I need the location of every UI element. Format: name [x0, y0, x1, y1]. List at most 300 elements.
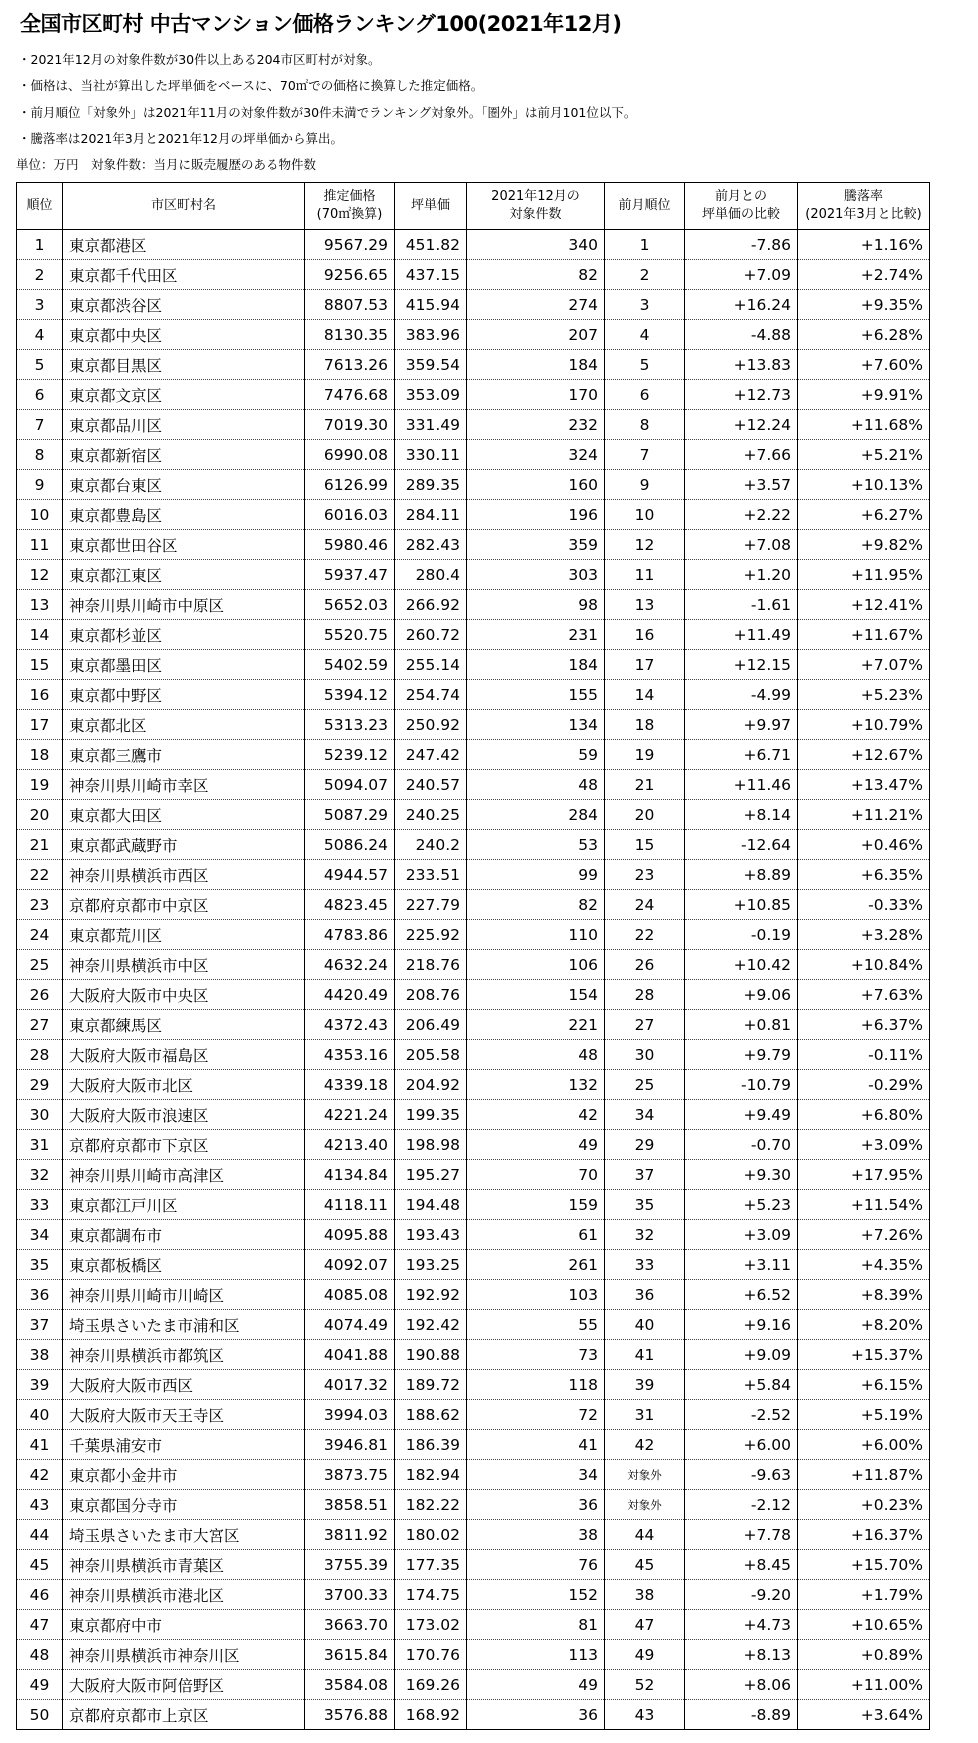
- diff-cell: +7.78: [685, 1520, 798, 1550]
- table-row: [17, 620, 930, 650]
- table-row: [17, 590, 930, 620]
- rank-cell: 46: [17, 1580, 63, 1610]
- price-cell: 4823.45: [305, 890, 395, 920]
- prev-rank-cell: 14: [605, 680, 685, 710]
- diff-cell: +2.22: [685, 500, 798, 530]
- change-cell: +15.37%: [798, 1340, 930, 1370]
- tsubo-cell: 359.54: [395, 350, 467, 380]
- change-cell: +7.07%: [798, 650, 930, 680]
- city-cell: 大阪府大阪市天王寺区: [63, 1400, 305, 1430]
- rank-cell: 5: [17, 350, 63, 380]
- tsubo-cell: 199.35: [395, 1100, 467, 1130]
- rank-cell: 12: [17, 560, 63, 590]
- change-cell: +3.09%: [798, 1130, 930, 1160]
- table-row: [17, 1160, 930, 1190]
- city-cell: 東京都文京区: [63, 380, 305, 410]
- prev-rank-cell: 28: [605, 980, 685, 1010]
- prev-rank-cell: 20: [605, 800, 685, 830]
- price-cell: 4041.88: [305, 1340, 395, 1370]
- rank-cell: 40: [17, 1400, 63, 1430]
- diff-cell: +9.06: [685, 980, 798, 1010]
- tsubo-cell: 383.96: [395, 320, 467, 350]
- tsubo-cell: 437.15: [395, 260, 467, 290]
- count-cell: 184: [467, 650, 605, 680]
- tsubo-cell: 195.27: [395, 1160, 467, 1190]
- count-cell: 170: [467, 380, 605, 410]
- prev-rank-cell: 24: [605, 890, 685, 920]
- city-cell: 東京都荒川区: [63, 920, 305, 950]
- count-cell: 110: [467, 920, 605, 950]
- count-cell: 36: [467, 1490, 605, 1520]
- tsubo-cell: 180.02: [395, 1520, 467, 1550]
- diff-cell: -7.86: [685, 230, 798, 260]
- city-cell: 神奈川県川崎市幸区: [63, 770, 305, 800]
- prev-rank-cell: 30: [605, 1040, 685, 1070]
- ranking-table: [16, 182, 930, 1730]
- prev-rank-cell: 37: [605, 1160, 685, 1190]
- count-cell: 113: [467, 1640, 605, 1670]
- count-cell: 73: [467, 1340, 605, 1370]
- prev-rank-cell: 31: [605, 1400, 685, 1430]
- tsubo-cell: 204.92: [395, 1070, 467, 1100]
- table-row: [17, 1490, 930, 1520]
- table-row: [17, 800, 930, 830]
- table-row: [17, 410, 930, 440]
- prev-rank-cell: 36: [605, 1280, 685, 1310]
- tsubo-cell: 170.76: [395, 1640, 467, 1670]
- rank-cell: 37: [17, 1310, 63, 1340]
- rank-cell: 1: [17, 230, 63, 260]
- prev-rank-cell: 12: [605, 530, 685, 560]
- rank-cell: 33: [17, 1190, 63, 1220]
- table-row: [17, 380, 930, 410]
- price-cell: 4632.24: [305, 950, 395, 980]
- prev-rank-cell: 32: [605, 1220, 685, 1250]
- header-price: 推定価格 (70㎡換算): [305, 183, 395, 230]
- table-row: [17, 320, 930, 350]
- prev-rank-cell: 1: [605, 230, 685, 260]
- change-cell: +5.23%: [798, 680, 930, 710]
- diff-cell: +1.20: [685, 560, 798, 590]
- header-city: 市区町村名: [63, 183, 305, 230]
- diff-cell: +16.24: [685, 290, 798, 320]
- rank-cell: 47: [17, 1610, 63, 1640]
- diff-cell: +3.09: [685, 1220, 798, 1250]
- count-cell: 134: [467, 710, 605, 740]
- price-cell: 3946.81: [305, 1430, 395, 1460]
- tsubo-cell: 169.26: [395, 1670, 467, 1700]
- diff-cell: -8.89: [685, 1700, 798, 1730]
- change-cell: +7.63%: [798, 980, 930, 1010]
- city-cell: 千葉県浦安市: [63, 1430, 305, 1460]
- price-cell: 5394.12: [305, 680, 395, 710]
- tsubo-cell: 233.51: [395, 860, 467, 890]
- table-row: [17, 530, 930, 560]
- count-cell: 82: [467, 890, 605, 920]
- tsubo-cell: 260.72: [395, 620, 467, 650]
- tsubo-cell: 173.02: [395, 1610, 467, 1640]
- count-cell: 118: [467, 1370, 605, 1400]
- count-cell: 284: [467, 800, 605, 830]
- city-cell: 東京都品川区: [63, 410, 305, 440]
- count-cell: 76: [467, 1550, 605, 1580]
- count-cell: 61: [467, 1220, 605, 1250]
- city-cell: 東京都府中市: [63, 1610, 305, 1640]
- rank-cell: 34: [17, 1220, 63, 1250]
- city-cell: 東京都港区: [63, 230, 305, 260]
- diff-cell: -12.64: [685, 830, 798, 860]
- diff-cell: -10.79: [685, 1070, 798, 1100]
- diff-cell: +8.06: [685, 1670, 798, 1700]
- price-cell: 3576.88: [305, 1700, 395, 1730]
- diff-cell: +11.49: [685, 620, 798, 650]
- price-cell: 5086.24: [305, 830, 395, 860]
- change-cell: +4.35%: [798, 1250, 930, 1280]
- diff-cell: +6.52: [685, 1280, 798, 1310]
- city-cell: 東京都小金井市: [63, 1460, 305, 1490]
- count-cell: 49: [467, 1130, 605, 1160]
- change-cell: +0.46%: [798, 830, 930, 860]
- table-row: [17, 1580, 930, 1610]
- prev-rank-cell: 47: [605, 1610, 685, 1640]
- prev-rank-cell: 22: [605, 920, 685, 950]
- price-cell: 8807.53: [305, 290, 395, 320]
- city-cell: 大阪府大阪市浪速区: [63, 1100, 305, 1130]
- prev-rank-cell: 11: [605, 560, 685, 590]
- city-cell: 東京都板橋区: [63, 1250, 305, 1280]
- price-cell: 7476.68: [305, 380, 395, 410]
- price-cell: 3700.33: [305, 1580, 395, 1610]
- table-row: [17, 260, 930, 290]
- change-cell: +17.95%: [798, 1160, 930, 1190]
- rank-cell: 9: [17, 470, 63, 500]
- table-row: [17, 650, 930, 680]
- table-row: [17, 1670, 930, 1700]
- diff-cell: +3.57: [685, 470, 798, 500]
- tsubo-cell: 206.49: [395, 1010, 467, 1040]
- change-cell: +11.21%: [798, 800, 930, 830]
- diff-cell: +5.84: [685, 1370, 798, 1400]
- table-row: [17, 830, 930, 860]
- table-row: [17, 230, 930, 260]
- change-cell: +16.37%: [798, 1520, 930, 1550]
- count-cell: 359: [467, 530, 605, 560]
- rank-cell: 43: [17, 1490, 63, 1520]
- tsubo-cell: 284.11: [395, 500, 467, 530]
- tsubo-cell: 189.72: [395, 1370, 467, 1400]
- diff-cell: +7.08: [685, 530, 798, 560]
- price-cell: 4017.32: [305, 1370, 395, 1400]
- diff-cell: -2.12: [685, 1490, 798, 1520]
- tsubo-cell: 415.94: [395, 290, 467, 320]
- city-cell: 東京都江東区: [63, 560, 305, 590]
- table-row: [17, 890, 930, 920]
- price-cell: 3584.08: [305, 1670, 395, 1700]
- price-cell: 6990.08: [305, 440, 395, 470]
- city-cell: 東京都中野区: [63, 680, 305, 710]
- change-cell: -0.33%: [798, 890, 930, 920]
- city-cell: 東京都江戸川区: [63, 1190, 305, 1220]
- city-cell: 大阪府大阪市阿倍野区: [63, 1670, 305, 1700]
- tsubo-cell: 188.62: [395, 1400, 467, 1430]
- table-row: [17, 920, 930, 950]
- prev-rank-cell: 38: [605, 1580, 685, 1610]
- rank-cell: 41: [17, 1430, 63, 1460]
- tsubo-cell: 192.42: [395, 1310, 467, 1340]
- count-cell: 41: [467, 1430, 605, 1460]
- prev-rank-cell: 26: [605, 950, 685, 980]
- tsubo-cell: 174.75: [395, 1580, 467, 1610]
- rank-cell: 35: [17, 1250, 63, 1280]
- price-cell: 5520.75: [305, 620, 395, 650]
- diff-cell: -2.52: [685, 1400, 798, 1430]
- prev-rank-cell: 52: [605, 1670, 685, 1700]
- city-cell: 京都府京都市下京区: [63, 1130, 305, 1160]
- count-cell: 36: [467, 1700, 605, 1730]
- diff-cell: +12.15: [685, 650, 798, 680]
- header-rank: 順位: [17, 183, 63, 230]
- city-cell: 神奈川県横浜市青葉区: [63, 1550, 305, 1580]
- tsubo-cell: 198.98: [395, 1130, 467, 1160]
- change-cell: +6.27%: [798, 500, 930, 530]
- prev-rank-cell: 8: [605, 410, 685, 440]
- prev-rank-cell: 7: [605, 440, 685, 470]
- city-cell: 東京都練馬区: [63, 1010, 305, 1040]
- price-cell: 3615.84: [305, 1640, 395, 1670]
- header-diff: 前月との 坪単価の比較: [685, 183, 798, 230]
- table-row: [17, 1340, 930, 1370]
- header-change: 騰落率 (2021年3月と比較): [798, 183, 930, 230]
- change-cell: +5.21%: [798, 440, 930, 470]
- tsubo-cell: 227.79: [395, 890, 467, 920]
- change-cell: +11.68%: [798, 410, 930, 440]
- price-cell: 5980.46: [305, 530, 395, 560]
- count-cell: 324: [467, 440, 605, 470]
- change-cell: +5.19%: [798, 1400, 930, 1430]
- count-cell: 59: [467, 740, 605, 770]
- prev-rank-cell: 10: [605, 500, 685, 530]
- city-cell: 大阪府大阪市西区: [63, 1370, 305, 1400]
- change-cell: +6.80%: [798, 1100, 930, 1130]
- unit-note: 単位：万円 対象件数：当月に販売履歴のある物件数: [16, 157, 317, 172]
- rank-cell: 22: [17, 860, 63, 890]
- header-prev-rank: 前月順位: [605, 183, 685, 230]
- prev-rank-cell: 41: [605, 1340, 685, 1370]
- rank-cell: 13: [17, 590, 63, 620]
- diff-cell: -9.20: [685, 1580, 798, 1610]
- city-cell: 東京都新宿区: [63, 440, 305, 470]
- prev-rank-cell: 43: [605, 1700, 685, 1730]
- rank-cell: 19: [17, 770, 63, 800]
- price-cell: 3663.70: [305, 1610, 395, 1640]
- count-cell: 132: [467, 1070, 605, 1100]
- change-cell: +10.13%: [798, 470, 930, 500]
- change-cell: +8.20%: [798, 1310, 930, 1340]
- prev-rank-cell: 17: [605, 650, 685, 680]
- rank-cell: 49: [17, 1670, 63, 1700]
- rank-cell: 50: [17, 1700, 63, 1730]
- count-cell: 49: [467, 1670, 605, 1700]
- prev-rank-cell: 9: [605, 470, 685, 500]
- count-cell: 196: [467, 500, 605, 530]
- city-cell: 東京都世田谷区: [63, 530, 305, 560]
- price-cell: 5402.59: [305, 650, 395, 680]
- prev-rank-cell: 対象外: [605, 1490, 685, 1520]
- city-cell: 神奈川県横浜市都筑区: [63, 1340, 305, 1370]
- count-cell: 154: [467, 980, 605, 1010]
- price-cell: 8130.35: [305, 320, 395, 350]
- table-row: [17, 1010, 930, 1040]
- prev-rank-cell: 35: [605, 1190, 685, 1220]
- price-cell: 5094.07: [305, 770, 395, 800]
- table-row: [17, 290, 930, 320]
- price-cell: 4118.11: [305, 1190, 395, 1220]
- table-row: [17, 1280, 930, 1310]
- city-cell: 神奈川県川崎市川崎区: [63, 1280, 305, 1310]
- price-cell: 4339.18: [305, 1070, 395, 1100]
- city-cell: 東京都調布市: [63, 1220, 305, 1250]
- change-cell: +11.67%: [798, 620, 930, 650]
- city-cell: 東京都目黒区: [63, 350, 305, 380]
- count-cell: 159: [467, 1190, 605, 1220]
- table-row: [17, 1460, 930, 1490]
- diff-cell: +9.49: [685, 1100, 798, 1130]
- change-cell: +6.00%: [798, 1430, 930, 1460]
- prev-rank-cell: 15: [605, 830, 685, 860]
- prev-rank-cell: 34: [605, 1100, 685, 1130]
- change-cell: +1.79%: [798, 1580, 930, 1610]
- price-cell: 4134.84: [305, 1160, 395, 1190]
- price-cell: 4074.49: [305, 1310, 395, 1340]
- change-cell: +0.23%: [798, 1490, 930, 1520]
- table-row: [17, 1070, 930, 1100]
- city-cell: 東京都中央区: [63, 320, 305, 350]
- table-row: [17, 500, 930, 530]
- rank-cell: 15: [17, 650, 63, 680]
- prev-rank-cell: 21: [605, 770, 685, 800]
- count-cell: 207: [467, 320, 605, 350]
- diff-cell: -9.63: [685, 1460, 798, 1490]
- tsubo-cell: 289.35: [395, 470, 467, 500]
- rank-cell: 45: [17, 1550, 63, 1580]
- prev-rank-cell: 49: [605, 1640, 685, 1670]
- table-row: [17, 1430, 930, 1460]
- prev-rank-cell: 6: [605, 380, 685, 410]
- diff-cell: +9.30: [685, 1160, 798, 1190]
- change-cell: +12.67%: [798, 740, 930, 770]
- table-header-row: [17, 183, 930, 230]
- count-cell: 34: [467, 1460, 605, 1490]
- rank-cell: 3: [17, 290, 63, 320]
- tsubo-cell: 353.09: [395, 380, 467, 410]
- count-cell: 106: [467, 950, 605, 980]
- city-cell: 東京都豊島区: [63, 500, 305, 530]
- table-row: [17, 1220, 930, 1250]
- count-cell: 303: [467, 560, 605, 590]
- change-cell: +1.16%: [798, 230, 930, 260]
- rank-cell: 25: [17, 950, 63, 980]
- price-cell: 7019.30: [305, 410, 395, 440]
- table-row: [17, 740, 930, 770]
- change-cell: +8.39%: [798, 1280, 930, 1310]
- diff-cell: +8.89: [685, 860, 798, 890]
- prev-rank-cell: 29: [605, 1130, 685, 1160]
- price-cell: 4372.43: [305, 1010, 395, 1040]
- prev-rank-cell: 5: [605, 350, 685, 380]
- count-cell: 155: [467, 680, 605, 710]
- table-row: [17, 1520, 930, 1550]
- page-title: 全国市区町村 中古マンション価格ランキング100(2021年12月): [20, 12, 622, 36]
- rank-cell: 42: [17, 1460, 63, 1490]
- price-cell: 4085.08: [305, 1280, 395, 1310]
- tsubo-cell: 250.92: [395, 710, 467, 740]
- city-cell: 大阪府大阪市福島区: [63, 1040, 305, 1070]
- change-cell: +7.60%: [798, 350, 930, 380]
- tsubo-cell: 182.94: [395, 1460, 467, 1490]
- change-cell: +9.35%: [798, 290, 930, 320]
- rank-cell: 32: [17, 1160, 63, 1190]
- prev-rank-cell: 4: [605, 320, 685, 350]
- tsubo-cell: 218.76: [395, 950, 467, 980]
- table-row: [17, 770, 930, 800]
- rank-cell: 20: [17, 800, 63, 830]
- rank-cell: 18: [17, 740, 63, 770]
- change-cell: +11.95%: [798, 560, 930, 590]
- price-cell: 3858.51: [305, 1490, 395, 1520]
- table-row: [17, 350, 930, 380]
- diff-cell: +13.83: [685, 350, 798, 380]
- count-cell: 103: [467, 1280, 605, 1310]
- tsubo-cell: 240.25: [395, 800, 467, 830]
- tsubo-cell: 255.14: [395, 650, 467, 680]
- diff-cell: +3.11: [685, 1250, 798, 1280]
- table-row: [17, 1130, 930, 1160]
- diff-cell: +0.81: [685, 1010, 798, 1040]
- price-cell: 4092.07: [305, 1250, 395, 1280]
- rank-cell: 16: [17, 680, 63, 710]
- diff-cell: +8.45: [685, 1550, 798, 1580]
- diff-cell: +12.24: [685, 410, 798, 440]
- tsubo-cell: 451.82: [395, 230, 467, 260]
- table-row: [17, 1370, 930, 1400]
- note-line: ・前月順位「対象外」は2021年11月の対象件数が30件未満でランキング対象外。「圏外」は前月101位以下。: [18, 105, 637, 120]
- price-cell: 4944.57: [305, 860, 395, 890]
- table-body: [17, 230, 930, 1730]
- city-cell: 東京都杉並区: [63, 620, 305, 650]
- change-cell: +9.82%: [798, 530, 930, 560]
- table-row: [17, 860, 930, 890]
- change-cell: +10.84%: [798, 950, 930, 980]
- rank-cell: 4: [17, 320, 63, 350]
- diff-cell: +6.00: [685, 1430, 798, 1460]
- count-cell: 81: [467, 1610, 605, 1640]
- table-row: [17, 1100, 930, 1130]
- change-cell: -0.29%: [798, 1070, 930, 1100]
- rank-cell: 28: [17, 1040, 63, 1070]
- city-cell: 神奈川県横浜市中区: [63, 950, 305, 980]
- table-row: [17, 1190, 930, 1220]
- tsubo-cell: 193.25: [395, 1250, 467, 1280]
- table-row: [17, 1250, 930, 1280]
- prev-rank-cell: 40: [605, 1310, 685, 1340]
- count-cell: 231: [467, 620, 605, 650]
- price-cell: 9567.29: [305, 230, 395, 260]
- price-cell: 5937.47: [305, 560, 395, 590]
- rank-cell: 27: [17, 1010, 63, 1040]
- prev-rank-cell: 42: [605, 1430, 685, 1460]
- diff-cell: +4.73: [685, 1610, 798, 1640]
- table-row: [17, 1550, 930, 1580]
